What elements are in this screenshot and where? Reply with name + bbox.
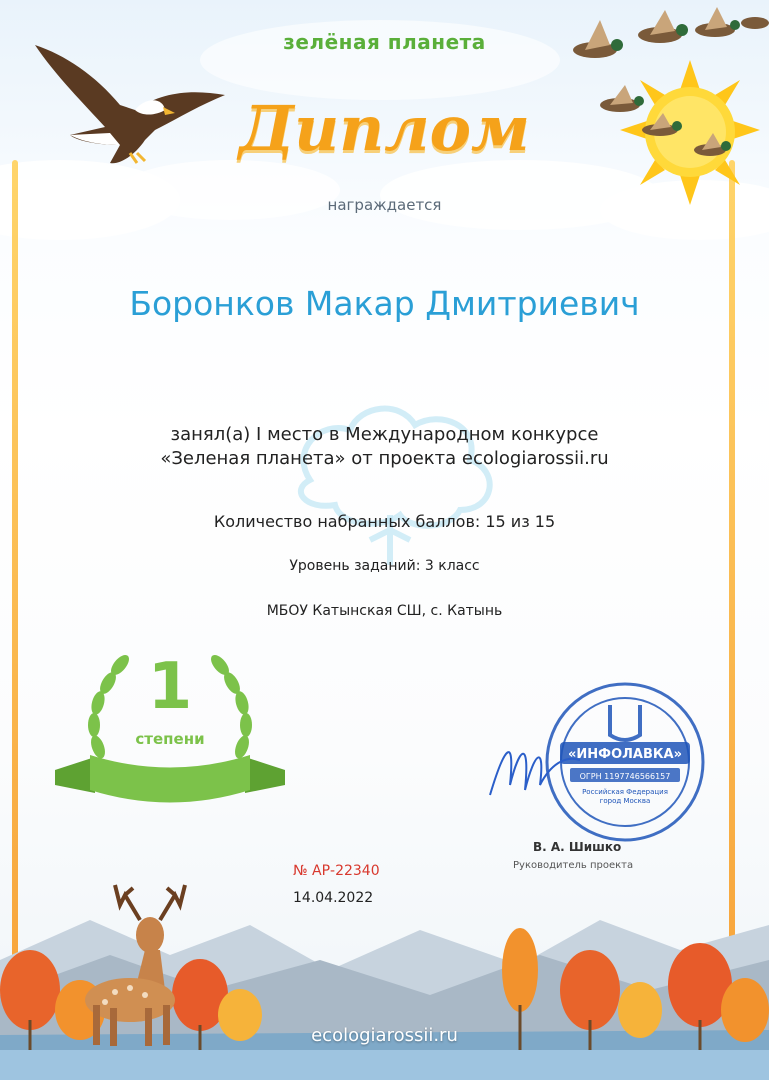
tree-watermark-icon bbox=[250, 390, 530, 570]
brand-logo-text: зелёная планета bbox=[283, 30, 486, 54]
awarded-label: награждается bbox=[327, 196, 442, 214]
achievement-line-1: занял(а) I место в Международном конкурсе bbox=[170, 424, 599, 445]
diploma-date: 14.04.2022 bbox=[293, 890, 374, 906]
badge-label: степени bbox=[135, 730, 205, 748]
signer-role: Руководитель проекта bbox=[513, 860, 634, 871]
footer-url: ecologiarossii.ru bbox=[311, 1025, 458, 1046]
diploma-number: № АР-22340 bbox=[293, 863, 380, 879]
score-text: Количество набранных баллов: 15 из 15 bbox=[213, 512, 556, 531]
level-text: Уровень заданий: 3 класс bbox=[289, 558, 480, 574]
recipient-name: Боронков Макар Дмитриевич bbox=[129, 284, 640, 323]
school-text: МБОУ Катынская СШ, с. Катынь bbox=[266, 603, 503, 619]
signature-mark bbox=[485, 725, 585, 810]
achievement-line-2: «Зеленая планета» от проекта ecologiarossii.ru bbox=[160, 448, 609, 469]
stamp-org-text: «ИНФОЛАВКА» bbox=[568, 747, 682, 762]
diploma-title: Диплом bbox=[239, 92, 530, 165]
badge-number: 1 bbox=[147, 650, 193, 724]
signer-name: В. А. Шишко bbox=[533, 840, 622, 854]
stamp-country-text: Российская Федерация bbox=[582, 788, 668, 796]
stamp-ogrn-text: ОГРН 1197746566157 bbox=[579, 772, 671, 781]
stamp-city-text: город Москва bbox=[599, 797, 651, 805]
